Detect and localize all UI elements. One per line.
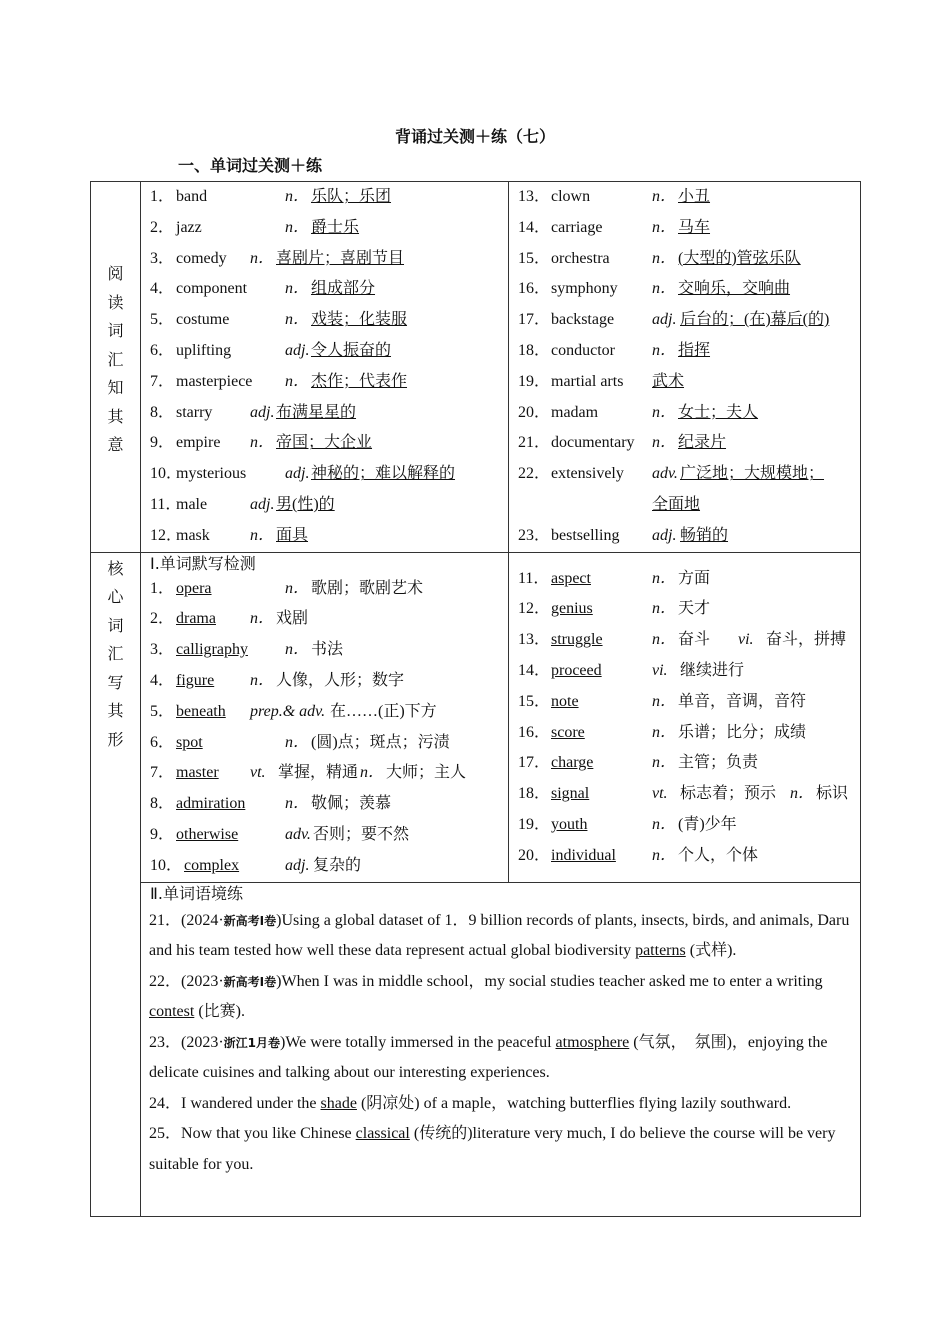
entry-pos: adv.: [285, 825, 311, 843]
entry-answer: admiration: [176, 795, 246, 813]
entry-pos: n．: [250, 526, 275, 544]
entry-pos: n．: [285, 733, 310, 751]
part1-heading: Ⅰ.单词默写检测: [150, 553, 256, 573]
vocab-entry: [518, 367, 860, 398]
vocab-entry: [518, 274, 860, 305]
entry-definition: 书法: [311, 641, 344, 659]
entry-number: 18．: [518, 341, 551, 359]
entry-pos: n．: [285, 579, 310, 597]
entry-number: 13．: [518, 631, 551, 649]
entry-definition: 女士；夫人: [678, 403, 759, 421]
entry-definition: 男(性)的: [276, 495, 335, 513]
entry-word: clown: [551, 188, 591, 205]
entry-definition: 帝国；大企业: [276, 434, 373, 452]
vocab-entry: [150, 367, 508, 398]
side-label-char: 阅: [107, 264, 124, 283]
entry-answer: youth: [551, 815, 588, 833]
entry-pos: adj.: [285, 856, 310, 874]
vocab-entry: [150, 182, 508, 213]
entry-definition: (青)少年: [678, 815, 737, 833]
answer-word: classical: [355, 1125, 410, 1143]
entry-number: 15．: [518, 692, 551, 710]
entry-pos: n．: [652, 403, 677, 421]
entry-pos: n．: [250, 610, 275, 628]
entry-number: 10．: [150, 465, 183, 483]
entry-answer: opera: [176, 579, 212, 597]
vocab-entry: [518, 656, 860, 687]
vocab-entry: [150, 459, 508, 490]
entry-definition: (圆)点；斑点；污渍: [311, 733, 450, 751]
entry-answer: signal: [551, 785, 590, 803]
entry-number: 5．: [150, 311, 175, 329]
side-label-char: 核: [107, 558, 124, 578]
entry-answer: charge: [551, 754, 594, 772]
vocab-entry: [518, 564, 860, 595]
entry-word: extensively: [551, 465, 624, 483]
entry-number: 11．: [518, 569, 550, 587]
vocab-entry: [150, 666, 508, 697]
vocab-entry: [150, 635, 508, 666]
context-section: [141, 882, 861, 1216]
vocab-entry: [518, 810, 860, 841]
entry-pos: adj.: [285, 465, 310, 483]
entry-word: documentary: [551, 434, 635, 452]
entry-word: empire: [176, 434, 221, 452]
entry-pos: n．: [285, 280, 310, 298]
context-sentence: 21．(2024·新高考Ⅰ卷)Using a global dataset of 1．9 billion records of plants, insects, birds, and animals, Daru and his team tested how well these data represent actual global biodiversity patterns (式样).: [149, 911, 850, 960]
entry-number: 1．: [150, 579, 175, 597]
entry-number: 2．: [150, 610, 175, 628]
entry-pos: n．: [652, 188, 677, 205]
entry-pos: n．: [285, 188, 310, 205]
entry-pos: n．: [652, 218, 677, 236]
vocab-entry: [518, 244, 860, 275]
entry-answer: drama: [176, 610, 216, 628]
entry-definition: 奋斗: [678, 631, 711, 649]
vocab-entry: [150, 521, 508, 552]
entry-definition: 小丑: [678, 188, 711, 205]
side-label-char: 心: [107, 587, 124, 607]
entry-word: madam: [551, 403, 599, 421]
entry-pos: n．: [285, 372, 310, 390]
entry-pos: n．: [652, 815, 677, 833]
entry-number: 19．: [518, 372, 551, 390]
entry-number: 1．: [150, 188, 175, 205]
side-label-char: 其: [107, 406, 124, 426]
entry-definition: 爵士乐: [311, 218, 360, 236]
core-right-column: [509, 552, 861, 882]
entry-word: symphony: [551, 280, 618, 298]
vocab-entry: [518, 336, 860, 367]
vocab-entry: [518, 748, 860, 779]
entry-pos: adj.: [250, 403, 275, 421]
entry-word: jazz: [176, 218, 202, 236]
entry-pos: n．: [250, 434, 275, 452]
entry-definition: 戏装；化装服: [311, 311, 408, 329]
entry-pos: vi.: [738, 631, 754, 649]
entry-number: 2．: [150, 218, 175, 236]
entry-number: 22．: [518, 465, 551, 483]
entry-number: 12．: [518, 600, 551, 618]
entry-word: masterpiece: [176, 372, 253, 390]
core-left-column: [141, 552, 509, 882]
entry-word: comedy: [176, 249, 227, 267]
part2-heading: Ⅱ.单词语境练: [150, 883, 243, 903]
answer-word: patterns: [635, 942, 686, 960]
entry-definition: 杰作；代表作: [311, 372, 408, 390]
side-label-char: 读: [107, 292, 124, 312]
entry-definition: 纪录片: [678, 434, 727, 452]
entry-word: mask: [176, 526, 210, 544]
entry-word: mysterious: [176, 465, 247, 483]
entry-pos: n．: [652, 600, 677, 618]
reading-right-column: [509, 182, 861, 553]
vocab-entry: [518, 213, 860, 244]
entry-number: 5．: [150, 702, 175, 720]
side-label-char: 意: [107, 435, 124, 454]
entry-answer: struggle: [551, 631, 603, 649]
entry-pos: n．: [652, 754, 677, 772]
entry-word: male: [176, 495, 208, 513]
entry-definition: 喜剧片；喜剧节目: [276, 249, 405, 267]
vocab-entry: [518, 521, 860, 552]
entry-word: uplifting: [176, 341, 232, 359]
entry-pos: n．: [250, 671, 275, 689]
entry-definition: 标志着；预示: [680, 785, 777, 803]
entry-word: band: [176, 188, 208, 205]
vocab-entry: [150, 398, 508, 429]
context-sentence: 24．I wandered under the shade (阴凉处) of a maple，watching butterflies flying lazily southward.: [149, 1094, 792, 1112]
entry-number: 15．: [518, 249, 551, 267]
vocab-entry: [518, 594, 860, 625]
entry-definition: 乐队；乐团: [311, 188, 392, 205]
entry-number: 3．: [150, 641, 175, 659]
entry-definition: 在……(正)下方: [330, 702, 437, 720]
entry-number: 23．: [518, 526, 551, 544]
entry-definition: 继续进行: [680, 661, 745, 679]
vocab-entry: [518, 459, 860, 490]
side-label-char: 汇: [107, 644, 124, 664]
entry-word: backstage: [551, 311, 615, 329]
entry-pos: n．: [652, 341, 677, 359]
entry-number: 6．: [150, 341, 175, 359]
context-sentence: 23．(2023·浙江1月卷)We were totally immersed in the peaceful atmosphere (气氛， 氛围)，enjoying the delicate cuisines and talking about our interesting experiences.: [149, 1033, 828, 1082]
entry-number: 11．: [150, 495, 182, 513]
entry-pos: n．: [250, 249, 275, 267]
entry-word: martial arts: [551, 372, 624, 390]
entry-definition: 神秘的；难以解释的: [311, 465, 456, 483]
entry-definition: 歌剧；歌剧艺术: [311, 579, 424, 597]
entry-number: 19．: [518, 815, 551, 833]
entry-word: costume: [176, 311, 230, 329]
vocab-entry: [518, 428, 860, 459]
vocab-entry: [150, 336, 508, 367]
side-label-char: 形: [107, 729, 124, 749]
vocab-entry: [150, 428, 508, 459]
entry-answer: proceed: [551, 661, 602, 679]
entry-definition: 人像，人形；数字: [276, 671, 405, 689]
vocab-entry: [150, 758, 508, 789]
entry-pos: n．: [790, 785, 815, 803]
entry-number: 3．: [150, 249, 175, 267]
reading-side-label: [91, 182, 141, 553]
vocab-entry: [150, 789, 508, 820]
side-label-char: 词: [107, 615, 124, 635]
entry-pos: n．: [652, 569, 677, 587]
entry-definition: 指挥: [678, 341, 711, 359]
context-sentence: 25．Now that you like Chinese classical (传统的)literature very much, I do believe the course will be very suitable for you.: [149, 1125, 836, 1173]
vocab-entry: [518, 718, 860, 749]
entry-number: 18．: [518, 785, 551, 803]
vocab-table: [90, 181, 861, 1217]
side-label-char: 其: [107, 701, 124, 721]
vocab-entry: [150, 851, 508, 882]
entry-pos: n．: [652, 846, 677, 864]
entry-pos: n．: [360, 764, 385, 782]
entry-number: 6．: [150, 733, 175, 751]
entry-number: 8．: [150, 403, 175, 421]
entry-number: 17．: [518, 754, 551, 772]
entry-pos: n．: [652, 631, 677, 649]
entry-answer: calligraphy: [176, 641, 248, 659]
entry-definition: 敬佩；羡慕: [311, 795, 392, 813]
vocab-entry-continued: [518, 490, 860, 521]
vocab-entry: [150, 604, 508, 635]
entry-number: 16．: [518, 723, 551, 741]
entry-definition: 否则；要不然: [313, 825, 410, 843]
entry-number: 9．: [150, 434, 175, 452]
entry-pos: n．: [652, 249, 677, 267]
entry-word: starry: [176, 403, 213, 421]
vocab-entry: [150, 490, 508, 521]
entry-definition: 复杂的: [313, 856, 362, 874]
entry-word: bestselling: [551, 526, 620, 544]
entry-pos: vt.: [652, 785, 668, 803]
entry-definition: 大师；主人: [386, 764, 467, 782]
entry-number: 4．: [150, 280, 175, 298]
side-label-char: 词: [107, 321, 124, 340]
entry-definition: 天才: [678, 600, 711, 618]
source-tag: 浙江1月卷: [223, 1035, 281, 1050]
entry-pos: adj.: [652, 526, 677, 544]
core-side-label: [91, 552, 141, 1216]
source-tag: 新高考Ⅰ卷: [223, 913, 277, 928]
entry-definition: 面具: [276, 526, 309, 544]
entry-definition: 组成部分: [311, 280, 376, 298]
entry-number: 12．: [150, 526, 183, 544]
entry-number: 20．: [518, 403, 551, 421]
entry-number: 7．: [150, 764, 175, 782]
entry-answer: beneath: [176, 702, 226, 720]
entry-number: 16．: [518, 280, 551, 298]
entry-pos: prep.& adv.: [250, 702, 326, 720]
entry-number: 10．: [150, 856, 183, 874]
entry-definition: (大型的)管弦乐队: [678, 249, 801, 267]
vocab-entry: [518, 305, 860, 336]
entry-number: 7．: [150, 372, 175, 390]
entry-answer: complex: [184, 856, 240, 874]
vocab-entry: [150, 244, 508, 275]
side-label-char: 汇: [107, 349, 124, 369]
answer-word: atmosphere: [555, 1033, 630, 1051]
entry-answer: otherwise: [176, 825, 239, 843]
entry-pos: n．: [652, 280, 677, 298]
side-label-char: 知: [107, 378, 124, 397]
entry-pos: adj.: [285, 341, 310, 359]
entry-definition: 方面: [678, 569, 711, 587]
entry-pos: n．: [285, 641, 310, 659]
entry-answer: genius: [551, 600, 593, 618]
entry-definition: 马车: [678, 218, 711, 236]
entry-pos: n．: [652, 723, 677, 741]
vocab-entry: [518, 398, 860, 429]
entry-definition: 后台的；(在)幕后(的): [680, 311, 830, 329]
entry-number: 8．: [150, 795, 175, 813]
entry-answer: figure: [176, 671, 215, 689]
vocab-entry: [518, 841, 860, 872]
entry-answer: individual: [551, 846, 616, 864]
entry-definition: 全面地: [652, 495, 701, 513]
entry-definition: 令人振奋的: [311, 341, 392, 359]
answer-word: contest: [149, 1003, 195, 1021]
entry-number: 20．: [518, 846, 551, 864]
vocab-entry: [150, 574, 508, 605]
answer-word: shade: [320, 1094, 357, 1112]
entry-pos: n．: [285, 311, 310, 329]
entry-number: 14．: [518, 661, 551, 679]
vocab-entry: [518, 625, 860, 656]
entry-answer: note: [551, 692, 579, 710]
entry-number: 9．: [150, 825, 175, 843]
entry-definition: 主管；负责: [678, 754, 759, 772]
entry-definition: 武术: [652, 372, 685, 390]
section-heading: 一、单词过关测＋练: [178, 156, 323, 175]
entry-pos: vi.: [652, 661, 668, 679]
vocab-entry: [518, 779, 860, 810]
vocab-entry: [150, 213, 508, 244]
entry-definition: 单音，音调，音符: [678, 692, 807, 710]
entry-pos: n．: [285, 218, 310, 236]
entry-definition: 掌握，精通: [278, 764, 359, 782]
entry-pos: n．: [652, 692, 677, 710]
reading-left-column: [141, 182, 509, 553]
entry-definition: 戏剧: [276, 610, 309, 628]
entry-answer: master: [176, 764, 219, 782]
vocab-entry: [518, 182, 860, 213]
entry-pos: adj.: [652, 311, 677, 329]
entry-definition: 标识: [816, 785, 849, 803]
entry-definition: 布满星星的: [276, 403, 357, 421]
entry-number: 4．: [150, 671, 175, 689]
entry-definition: 个人，个体: [678, 846, 759, 864]
context-sentence: 22．(2023·新高考Ⅰ卷)When I was in middle school，my social studies teacher asked me to enter a writing contest (比赛).: [149, 972, 823, 1021]
entry-word: conductor: [551, 341, 615, 359]
entry-word: carriage: [551, 218, 603, 236]
entry-definition: 乐谱；比分；成绩: [678, 723, 807, 741]
vocab-entry: [150, 274, 508, 305]
entry-number: 17．: [518, 311, 551, 329]
entry-pos: adj.: [250, 495, 275, 513]
vocab-entry: [150, 820, 508, 851]
entry-answer: aspect: [551, 569, 591, 587]
entry-pos: n．: [285, 795, 310, 813]
entry-answer: score: [551, 723, 585, 741]
side-label-char: 写: [107, 672, 124, 692]
entry-definition: 畅销的: [680, 526, 729, 544]
entry-pos: n．: [652, 434, 677, 452]
source-tag: 新高考Ⅰ卷: [223, 974, 277, 989]
entry-number: 14．: [518, 218, 551, 236]
page-title: 背诵过关测＋练（七）: [394, 127, 555, 146]
entry-pos: adv.: [652, 465, 678, 483]
entry-pos: vt.: [250, 764, 266, 782]
entry-word: orchestra: [551, 249, 610, 267]
entry-answer: spot: [176, 733, 203, 751]
vocab-entry: [150, 697, 508, 728]
entry-number: 21．: [518, 434, 551, 452]
entry-definition: 交响乐，交响曲: [678, 280, 791, 298]
vocab-entry: [150, 728, 508, 759]
entry-definition: 广泛地；大规模地；: [680, 465, 825, 483]
vocab-entry: [150, 305, 508, 336]
entry-word: component: [176, 280, 248, 298]
entry-number: 13．: [518, 188, 551, 205]
entry-definition: 奋斗，拼搏: [766, 631, 847, 649]
vocab-entry: [518, 687, 860, 718]
